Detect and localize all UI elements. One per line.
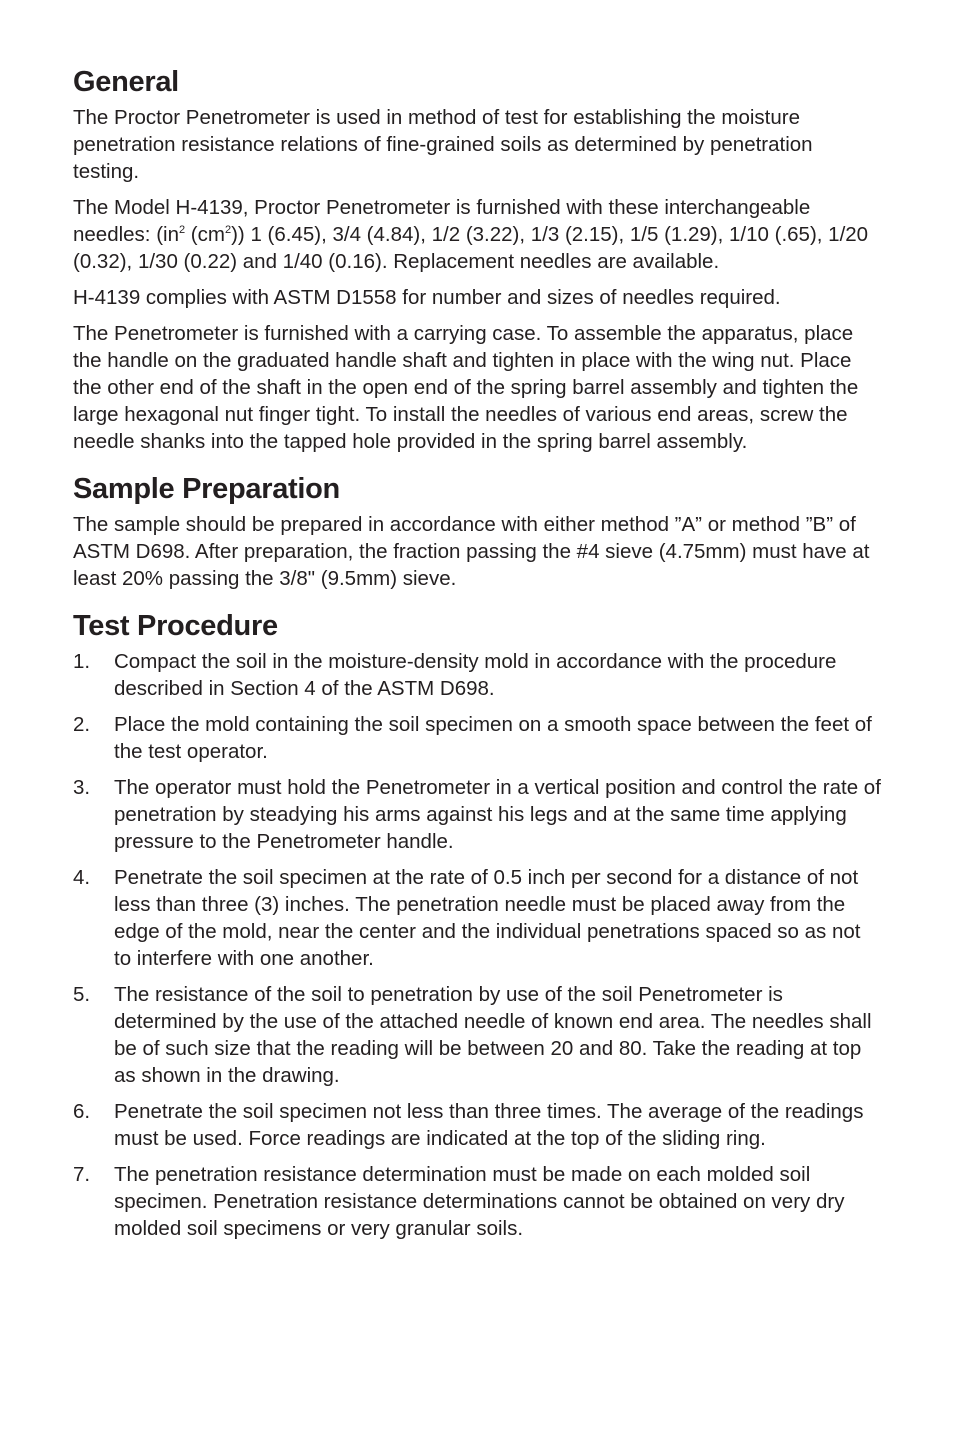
list-item-number: 5. xyxy=(73,983,91,1006)
test-procedure-list xyxy=(73,648,881,1242)
sample-preparation-paragraph: The sample should be prepared in accordance with either method ”A” or method ”B” of ASTM D698. After preparation, the fraction passing the #4 sieve (4.75mm) must have at least 20% passing the 3/8" (9.5mm) sieve. xyxy=(73,513,870,590)
list-item xyxy=(73,981,881,1089)
list-item-number: 1. xyxy=(73,650,91,673)
general-paragraph-3: H-4139 complies with ASTM D1558 for number and sizes of needles required. xyxy=(73,286,781,309)
list-item-text: The operator must hold the Penetrometer in a vertical position and control the rate of penetration by steadying his arms against his legs and at the same time applying pressure to the Penetrometer handle. xyxy=(114,776,881,853)
list-item-number: 6. xyxy=(73,1100,91,1123)
general-paragraph-2 xyxy=(73,194,881,275)
document-page xyxy=(73,64,881,1251)
heading-sample-preparation: Sample Preparation xyxy=(73,473,340,505)
list-item-number: 7. xyxy=(73,1163,91,1186)
superscript-2: 2 xyxy=(178,224,186,237)
general-paragraph-1: The Proctor Penetrometer is used in method of test for establishing the moisture penetration resistance relations of fine-grained soils as determined by penetration testing. xyxy=(73,106,813,183)
list-item xyxy=(73,774,881,855)
list-item xyxy=(73,864,881,972)
superscript-2: 2 xyxy=(224,224,232,237)
general-p2-part-b: (cm xyxy=(185,223,225,246)
heading-general: General xyxy=(73,66,179,98)
heading-test-procedure: Test Procedure xyxy=(73,610,278,642)
list-item-text: The resistance of the soil to penetration by use of the soil Penetrometer is determined by the use of the attached needle of known end area. The needles shall be of such size that the reading will be between 20 and 80. Take the reading at top as shown in the drawing. xyxy=(114,983,872,1087)
list-item-text: Penetrate the soil specimen at the rate of 0.5 inch per second for a distance of not less than three (3) inches. The penetration needle must be placed away from the edge of the mold, near the center and the individual penetrations spaced so as not to interfere with one another. xyxy=(114,866,861,970)
list-item xyxy=(73,1161,881,1242)
general-p2-part-a: The Model H-4139, Proctor Penetrometer is furnished with these interchangeable needles: (in xyxy=(73,196,811,246)
list-item xyxy=(73,711,881,765)
list-item-number: 4. xyxy=(73,866,91,889)
list-item-text: Compact the soil in the moisture-density mold in accordance with the procedure described in Section 4 of the ASTM D698. xyxy=(114,650,837,700)
general-paragraph-4: The Penetrometer is furnished with a carrying case. To assemble the apparatus, place the handle on the graduated handle shaft and tighten in place with the wing nut. Place the other end of the shaft in the open end of the spring barrel assembly and tighten the large hexagonal nut finger tight. To install the needles of various end areas, screw the needle shanks into the tapped hole provided in the spring barrel assembly. xyxy=(73,322,859,453)
list-item-text: Penetrate the soil specimen not less than three times. The average of the readings must be used. Force readings are indicated at the top of the sliding ring. xyxy=(114,1100,864,1150)
list-item-number: 3. xyxy=(73,776,91,799)
list-item xyxy=(73,648,881,702)
list-item xyxy=(73,1098,881,1152)
list-item-text: The penetration resistance determination must be made on each molded soil specimen. Penetration resistance determinations cannot be obtained on very dry molded soil specimens or very granular soils. xyxy=(114,1163,845,1240)
general-p2-part-c: )) 1 (6.45), 3/4 (4.84), 1/2 (3.22), 1/3 (2.15), 1/5 (1.29), 1/10 (.65), 1/20 (0.32), 1/30 (0.22) and 1/40 (0.16). Replacement needles are available. xyxy=(73,223,869,273)
list-item-text: Place the mold containing the soil specimen on a smooth space between the feet of the test operator. xyxy=(114,713,872,763)
list-item-number: 2. xyxy=(73,713,91,736)
